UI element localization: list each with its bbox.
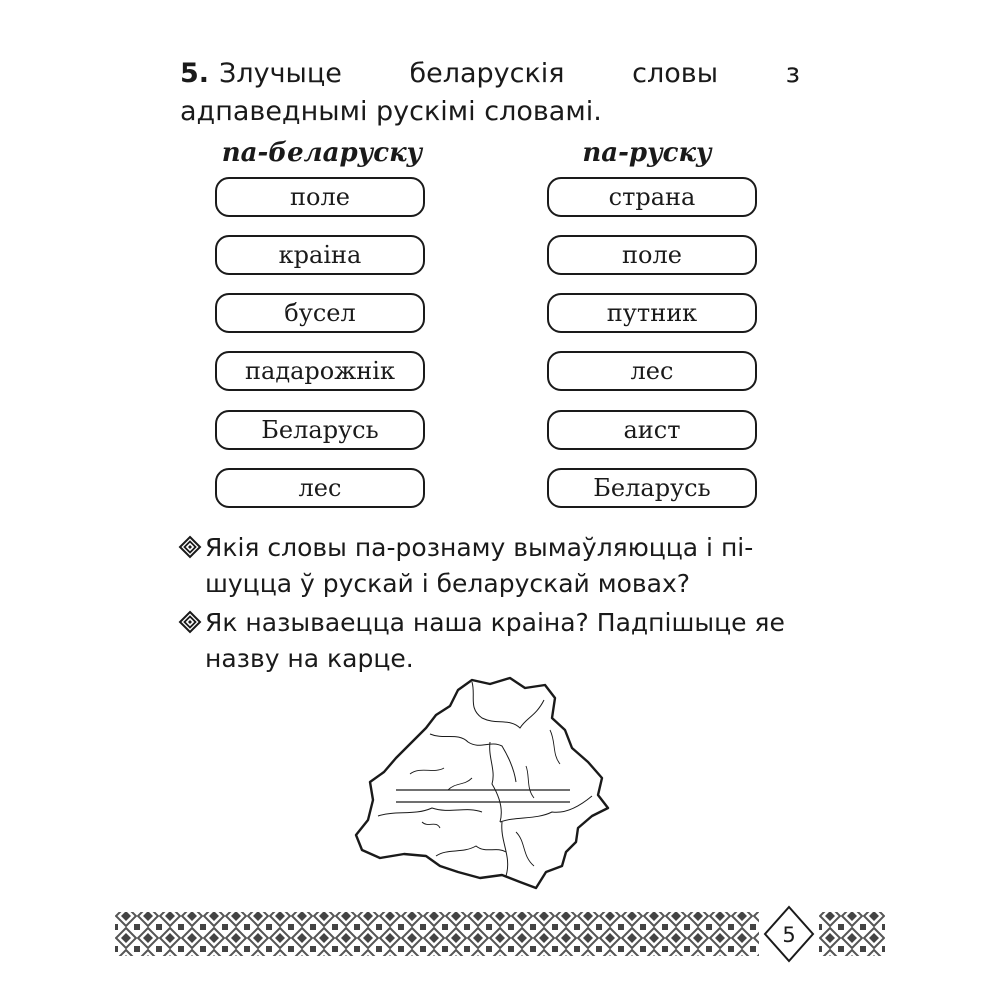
- column-header-russian: па-руску: [582, 138, 712, 168]
- diamond-bullet-icon: [175, 535, 205, 559]
- map-regions: [378, 682, 592, 876]
- russian-word-box: лес: [547, 351, 757, 391]
- column-header-belarusian: па-беларуску: [221, 138, 423, 168]
- russian-word-box: аист: [547, 410, 757, 450]
- task-heading: [180, 55, 800, 131]
- question-item: [175, 605, 815, 677]
- belarusian-word-box: падарожнік: [215, 351, 425, 391]
- question-text: Якія словы па-рознаму вымаўляюцца і пі-шуцца ў рускай і беларускай мовах?: [205, 533, 754, 598]
- belarusian-word-box: лес: [215, 468, 425, 508]
- russian-word-box: путник: [547, 293, 757, 333]
- page-number: 5: [782, 923, 796, 947]
- russian-word-box: Беларусь: [547, 468, 757, 508]
- belarus-map: [340, 670, 620, 900]
- map-rivers: [410, 730, 560, 866]
- question-text: Як называецца наша краіна? Падпішыце яе назву на карце.: [205, 608, 785, 673]
- russian-word-box: страна: [547, 177, 757, 217]
- ornament-border: [115, 905, 885, 963]
- russian-word-box: поле: [547, 235, 757, 275]
- belarusian-word-box: бусел: [215, 293, 425, 333]
- belarusian-word-box: краіна: [215, 235, 425, 275]
- belarusian-word-box: поле: [215, 177, 425, 217]
- map-country-outline: [356, 678, 608, 888]
- task-instruction: Злучыце беларускія словы з адпаведнымі рускімі словамі.: [180, 58, 800, 127]
- question-item: [175, 530, 815, 602]
- diamond-bullet-icon: [175, 610, 205, 634]
- belarusian-word-box: Беларусь: [215, 410, 425, 450]
- task-number: 5.: [180, 58, 210, 89]
